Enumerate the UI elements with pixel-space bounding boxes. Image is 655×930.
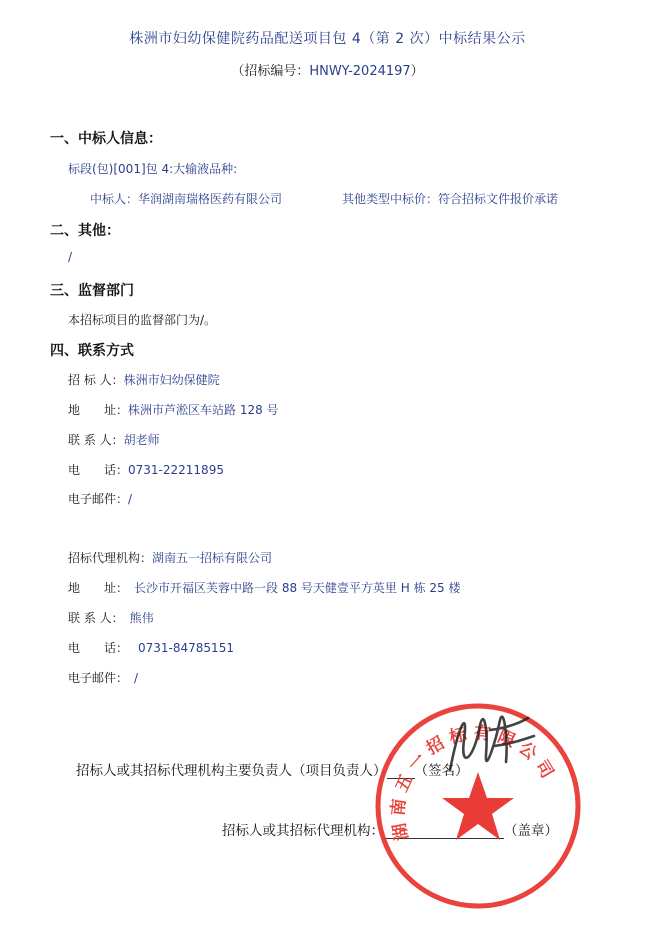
tenderer-name-row — [68, 371, 220, 388]
agency-email: / — [134, 671, 139, 685]
agency-address-label: 地 址： — [68, 581, 129, 595]
agency-email-label: 电子邮件： — [68, 671, 129, 685]
section-other-heading: 二、其他： — [50, 223, 120, 239]
agency-contact-row — [68, 609, 154, 626]
tenderer-address: 株洲市芦淞区车站路 128 号 — [128, 403, 279, 417]
winner-label: 中标人： — [90, 192, 139, 206]
tenderer-email-row — [68, 490, 132, 507]
tender-number-close: ） — [410, 64, 424, 79]
agency-name: 湖南五一招标有限公司 — [152, 551, 273, 565]
tender-number-code: HNWY-2024197 — [309, 64, 411, 79]
agency-contact-label: 联 系 人： — [68, 611, 124, 625]
tenderer-name: 株洲市妇幼保健院 — [123, 373, 220, 387]
section-supervision-heading: 三、监督部门 — [50, 283, 134, 299]
agency-name-row — [68, 549, 272, 566]
tenderer-contact: 胡老师 — [123, 433, 160, 447]
tenderer-phone: 0731-22211895 — [128, 463, 224, 477]
tenderer-contact-label: 联 系 人： — [68, 433, 124, 447]
agency-phone: 0731-84785151 — [138, 641, 234, 655]
agency-email-row — [68, 669, 138, 686]
signature-line-responsible-text: 招标人或其招标代理机构主要负责人（项目负责人） — [76, 763, 387, 779]
tenderer-name-label: 招 标 人： — [68, 373, 124, 387]
section-winner-heading: 一、中标人信息： — [50, 131, 162, 147]
tenderer-phone-row — [68, 461, 224, 478]
seal-text: 湖南五一招标有限公司 — [388, 723, 561, 843]
page-title: 株洲市妇幼保健院药品配送项目包 4（第 2 次）中标结果公示 — [129, 31, 526, 47]
tenderer-email: / — [128, 492, 133, 506]
agency-address: 长沙市开福区芙蓉中路一段 88 号天健壹平方英里 H 栋 25 楼 — [134, 581, 461, 595]
winner-row — [90, 190, 282, 207]
agency-phone-label: 电 话： — [68, 641, 129, 655]
tender-number-open: （招标编号： — [231, 64, 310, 79]
tenderer-phone-label: 电 话： — [68, 463, 129, 477]
signature-line-seal-text: 招标人或其招标代理机构： — [222, 823, 384, 839]
agency-phone-row — [68, 639, 234, 656]
winner-value: 华润湖南瑞格医药有限公司 — [138, 192, 283, 206]
other-value: / — [68, 250, 73, 264]
lot-info: 标段(包)[001]包 4:大输液品种: — [68, 162, 238, 176]
signature-line-responsible-end: （签名） — [414, 763, 469, 779]
tenderer-contact-row — [68, 431, 160, 448]
price-label: 其他类型中标价： — [342, 192, 439, 206]
tenderer-email-label: 电子邮件： — [68, 492, 129, 506]
tenderer-address-row — [68, 401, 279, 418]
agency-name-label: 招标代理机构： — [68, 551, 153, 565]
section-contact-heading: 四、联系方式 — [50, 343, 134, 359]
price-value: 符合招标文件报价承诺 — [438, 192, 559, 206]
tenderer-address-label: 地 址： — [68, 403, 129, 417]
agency-contact: 熊伟 — [129, 611, 154, 625]
handwritten-signature — [430, 700, 540, 790]
agency-address-row — [68, 579, 460, 596]
price-row — [342, 190, 558, 207]
supervision-text: 本招标项目的监督部门为/。 — [68, 313, 217, 327]
tender-number — [0, 60, 655, 79]
signature-line-seal-end: （盖章） — [504, 823, 558, 839]
